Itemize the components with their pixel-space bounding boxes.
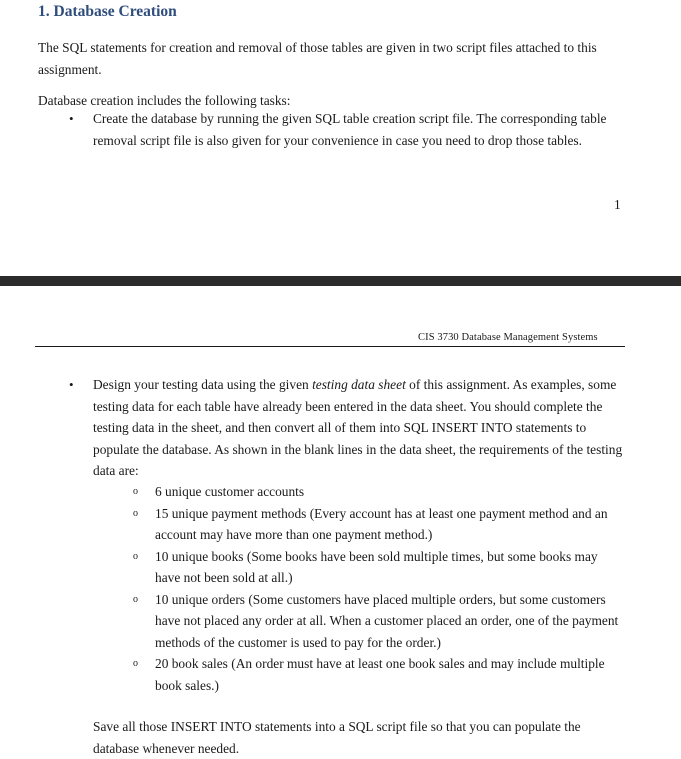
task-1-text: Create the database by running the given SQL table creation script file. The corresponding table removal script file is also given for your convenience in case you need to drop those tables. [93,111,607,148]
requirements-list [133,481,620,696]
testing-data-sheet-emphasis: testing data sheet [312,377,406,392]
requirement-text: 6 unique customer accounts [155,484,305,499]
page-number: 1 [614,197,621,212]
hollow-bullet-icon: o [133,658,138,669]
requirement-item [133,481,620,503]
task-2-text-b: of this assignment. As examples, some testing data for each table have already been entered in the data sheet. You should complete the testing data in the sheet, and then convert all of them into SQL INSERT INTO statements to populate the database. As shown in the blank lines in the data sheet, the requirements of the testing data are: [93,377,623,478]
requirement-text: 20 book sales (An order must have at least one book sales and may include multiple book sales.) [155,656,605,693]
task-2-text [93,374,629,482]
requirement-item [133,653,620,696]
requirement-text: 10 unique books (Some books have been sold multiple times, but some books may have not been sold at all.) [155,548,598,585]
header-rule [35,346,625,347]
running-header: CIS 3730 Database Management Systems [418,332,598,343]
page-separator-bar [0,276,681,286]
closing-paragraph: Save all those INSERT INTO statements into a SQL script file so that you can populate the database whenever needed. [93,719,581,756]
requirement-text: 15 unique payment methods (Every account has at least one payment method and an account may have more than one payment method.) [155,505,608,542]
task-1-item [69,108,623,151]
hollow-bullet-icon: o [133,550,138,562]
requirement-item [133,589,620,654]
requirement-item [133,546,620,589]
requirement-item [133,503,620,546]
hollow-bullet-icon: o [133,507,138,519]
task-2-text-a: Design your testing data using the given [93,377,313,392]
page-gap [0,256,681,278]
bullet-icon: • [69,111,74,126]
hollow-bullet-icon: o [133,593,138,605]
hollow-bullet-icon: o [133,486,138,497]
tasks-lead-text: Database creation includes the following tasks: [38,93,291,108]
bullet-icon: • [69,377,74,392]
requirement-text: 10 unique orders (Some customers have placed multiple orders, but some customers have not placed any order at all. When a customer placed an order, one of the payment methods of the customer is used to pay for the order.) [155,591,619,650]
intro-paragraph: The SQL statements for creation and removal of those tables are given in two script files attached to this assignment. [38,40,597,77]
section-heading: 1. Database Creation [38,3,177,20]
task-2-item [69,374,629,482]
